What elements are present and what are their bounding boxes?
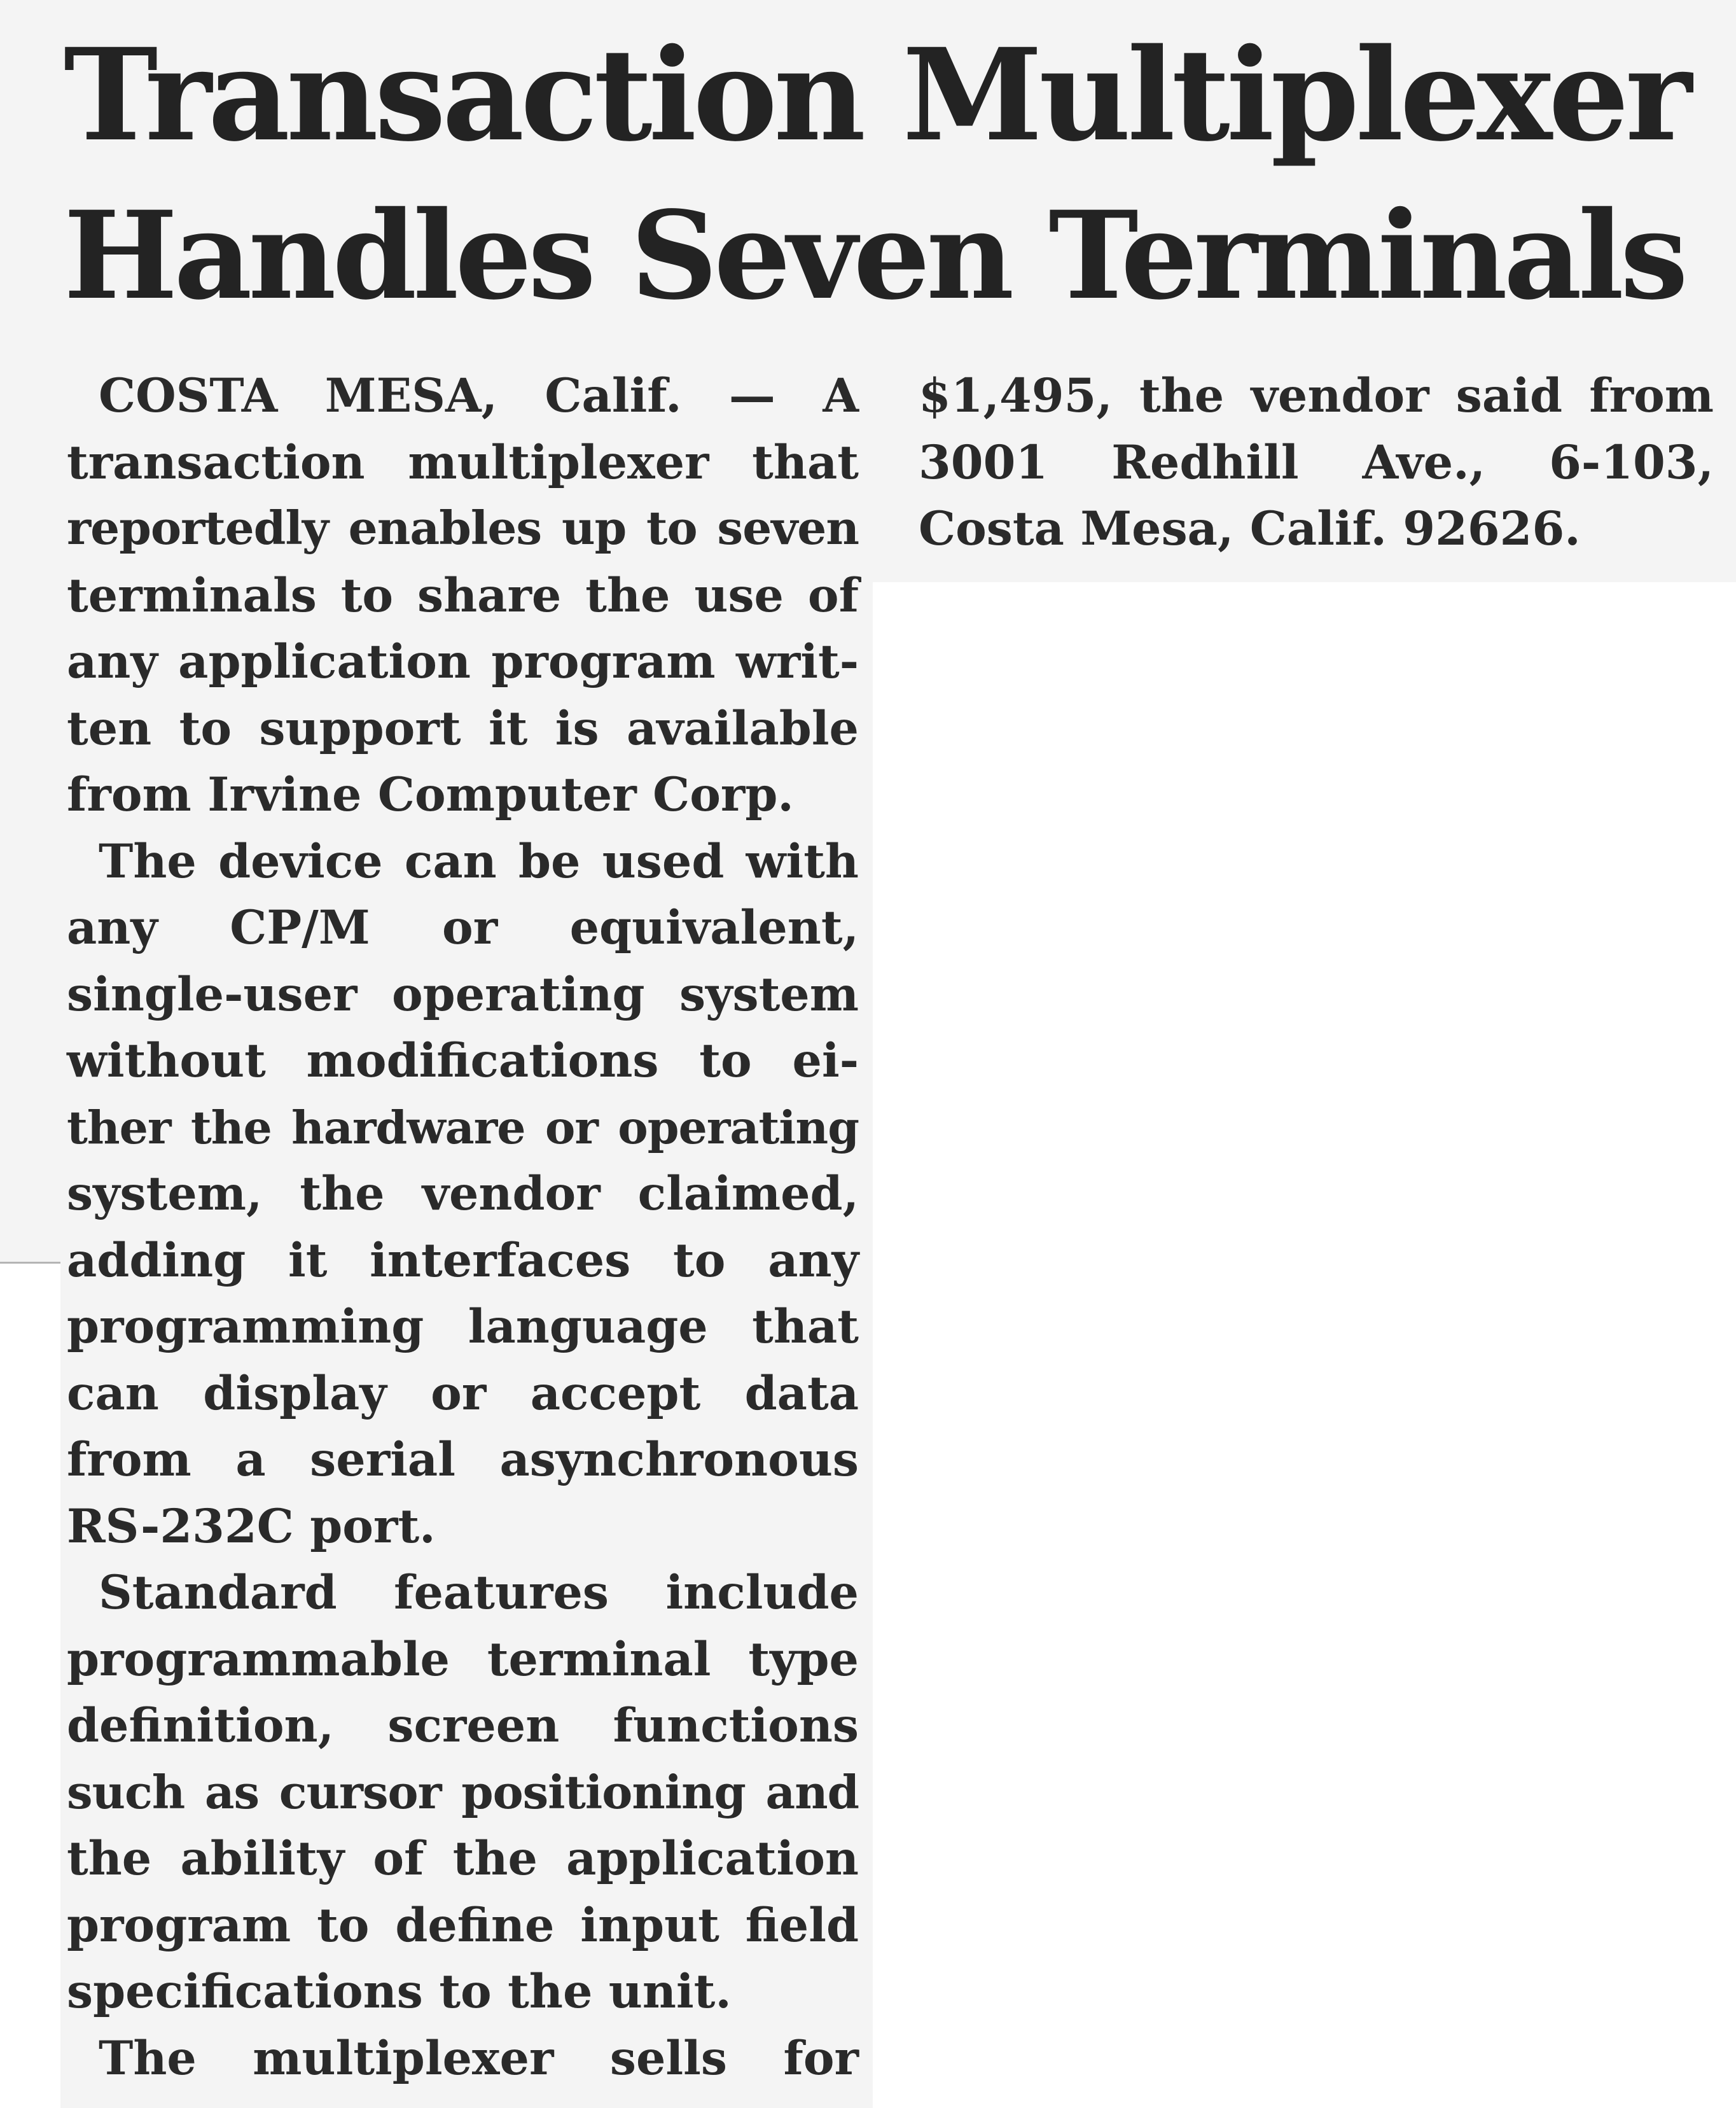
text-line: The multiplexer sells for [99, 2030, 859, 2086]
text-line: from a serial asynchronous [67, 1432, 859, 1487]
text-line: such as cursor positioning and [67, 1764, 859, 1819]
text-line: program to define input field [67, 1897, 859, 1953]
text-line: can display or accept data [67, 1365, 859, 1421]
text-line: specifications to the unit. [67, 1964, 732, 2019]
text-line: reportedly enables up to seven [67, 501, 859, 555]
text-line: from Irvine Computer Corp. [67, 767, 794, 822]
text-line: RS-232C port. [67, 1498, 436, 1554]
paragraph-4-continued [919, 363, 1714, 562]
headline-line-1: Transaction Multiplexer [64, 21, 1688, 170]
paragraph-4 [67, 2025, 859, 2092]
text-line: ther the hardware or operating [67, 1100, 859, 1154]
text-line: without modifications to ei- [67, 1033, 859, 1088]
text-line: terminals to share the use of [67, 568, 859, 623]
text-line: Costa Mesa, Calif. 92626. [919, 501, 1581, 556]
headline-line-2: Handles Seven Terminals [64, 185, 1684, 326]
text-line: Standard features include [99, 1565, 859, 1620]
paragraph-2 [67, 828, 859, 1560]
article-column-right [919, 363, 1714, 562]
text-line: system, the vendor claimed, [67, 1166, 859, 1221]
text-line: The device can be used with [99, 834, 859, 889]
text-line: programmable terminal type [67, 1631, 859, 1687]
article-column-left [67, 363, 859, 2091]
text-line: the ability of the application [67, 1831, 859, 1886]
text-line: 3001 Redhill Ave., 6-103, [919, 435, 1714, 490]
text-line: any CP/M or equivalent, [67, 900, 859, 955]
text-line: $1,495, the vendor said from [919, 368, 1714, 423]
text-line: definition, screen functions [67, 1698, 859, 1753]
text-line: any application program writ- [67, 634, 859, 689]
scan-margin-strip [0, 1263, 60, 2108]
scan-margin-rule [0, 1262, 60, 1264]
text-line: adding it interfaces to any [67, 1232, 859, 1288]
text-line: programming language that [67, 1299, 859, 1354]
article-headline [64, 15, 1692, 336]
text-line: single-user operating system [67, 967, 859, 1022]
text-line: transaction multiplexer that [67, 435, 859, 490]
paragraph-1 [67, 363, 859, 828]
text-line: ten to support it is available [67, 701, 859, 756]
text-line: COSTA MESA, Calif. — A [99, 368, 859, 423]
paragraph-3 [67, 1560, 859, 2025]
